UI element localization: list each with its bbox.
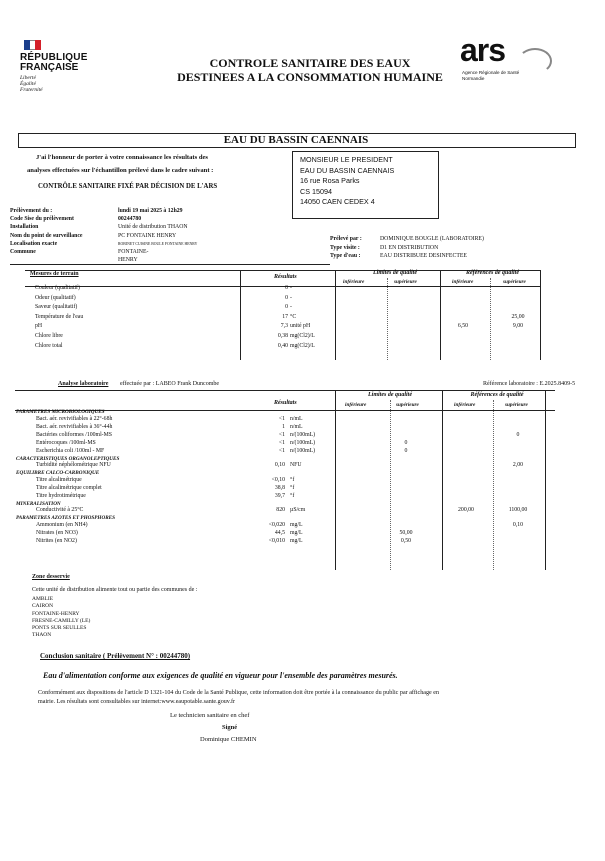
limit-upper: 0	[404, 439, 408, 446]
signature-role: Le technicien sanitaire en chef	[170, 712, 250, 719]
banner-title: EAU DU BASSIN CAENNAIS	[223, 134, 369, 146]
address-block	[300, 155, 394, 208]
param-name: Nitrates (en NO3)	[36, 529, 78, 536]
limit-upper: 50,00	[399, 529, 413, 536]
ars-wordmark: ars	[460, 32, 506, 68]
param-result: 38,8	[274, 484, 285, 491]
zone-intro: Cette unité de distribution alimente tout ou partie des communes de :	[32, 587, 198, 593]
commune-item: PONTS SUR SEULLES	[32, 625, 87, 632]
param-unit: mg/L	[290, 537, 303, 544]
title-line2: DESTINEES A LA CONSOMMATION HUMAINE	[177, 70, 443, 84]
table-row	[0, 537, 605, 546]
table-row	[0, 303, 605, 312]
ars-swoosh-icon	[518, 48, 552, 74]
param-name: Bact. aér. revivifiables à 36°-44h	[36, 423, 113, 430]
param-unit: µS/cm	[290, 507, 306, 513]
param-result: 0	[285, 285, 288, 291]
info-underline	[10, 264, 330, 265]
param-unit: NFU	[290, 462, 302, 468]
info-label: Commune	[10, 248, 36, 255]
table-row	[0, 322, 605, 331]
info-label: Type d'eau :	[330, 253, 361, 260]
lab-limits-lower: inférieure	[345, 402, 367, 408]
param-unit: n/mL	[290, 423, 303, 430]
param-result: 0,40	[277, 342, 288, 349]
param-unit: -	[290, 294, 292, 301]
address-line: MONSIEUR LE PRESIDENT	[300, 155, 393, 164]
table-row	[0, 294, 605, 303]
field-section-title: Mesures de terrain	[30, 271, 79, 277]
info-value: FONTAINE-HENRY	[118, 248, 149, 264]
param-result: <0,020	[268, 521, 285, 528]
motto-2: Égalité	[20, 81, 36, 87]
group-title: PARAMETRES AZOTES ET PHOSPHORES	[16, 515, 116, 521]
lab-results-header: Résultats	[274, 400, 297, 406]
info-value: PC FONTAINE HENRY	[118, 232, 177, 239]
group-title: MINERALISATION	[16, 500, 61, 507]
param-result: 0,38	[277, 333, 288, 339]
param-result: <0,10	[271, 476, 285, 483]
ars-caption-1: Agence Régionale de Santé	[462, 70, 520, 75]
param-unit: mg(Cl2)/L	[290, 342, 315, 349]
param-name: Bact. aér. revivifiables à 22°-68h	[36, 415, 113, 422]
param-result: <0,010	[268, 537, 285, 544]
commune-item: FRESNE-CAMILLY (LE)	[32, 617, 91, 624]
param-name: Couleur (qualitatif)	[35, 285, 80, 291]
param-name: Nitrites (en NO2)	[36, 537, 77, 544]
title-line1: CONTROLE SANITAIRE DES EAUX	[209, 56, 411, 70]
param-result: <1	[278, 439, 285, 446]
sample-right	[330, 235, 484, 261]
signature-name: Dominique CHEMIN	[200, 736, 257, 743]
zone-title: Zone desservie	[32, 574, 70, 580]
param-unit: n/mL	[290, 415, 303, 422]
address-line: EAU DU BASSIN CAENNAIS	[300, 165, 395, 175]
info-label: Prélèvement du :	[10, 208, 53, 214]
param-result: 39,7	[274, 492, 285, 499]
lab-refs-upper: supérieure	[505, 402, 528, 408]
param-name: Chlore total	[35, 342, 63, 349]
info-label: Installation	[10, 224, 39, 231]
param-name: Escherichia coli /100ml - MF	[36, 447, 105, 454]
signature-signed: Signé	[222, 724, 238, 731]
info-value: lundi 19 mai 2025 à 12h29	[118, 208, 183, 214]
rf-logo	[20, 40, 110, 110]
lab-by: effectuée par : LABEO Frank Duncombe	[120, 381, 220, 387]
param-unit: °f	[290, 492, 295, 499]
param-result: 0,10	[274, 462, 285, 468]
ref-upper: 0	[516, 431, 520, 438]
rf-line1: RÉPUBLIQUE	[20, 52, 88, 63]
commune-item: CAIRON	[32, 603, 54, 610]
motto-3: Fraternité	[20, 87, 43, 93]
rf-line2: FRANÇAISE	[20, 62, 79, 73]
marianne-emblem	[24, 40, 40, 50]
param-name: Entérocoques /100ml-MS	[36, 439, 96, 446]
decision-line: CONTRÔLE SANITAIRE FIXÉ PAR DÉCISION DE L'ARS	[38, 183, 218, 190]
refs-lower-header: inférieure	[452, 279, 474, 285]
lab-refs-lower: inférieure	[454, 402, 476, 408]
motto-1: Liberté	[20, 75, 36, 81]
table-row	[0, 447, 605, 456]
address-line: 16 rue Rosa Parks	[300, 176, 360, 185]
info-label: Prélevé par :	[330, 236, 362, 242]
limits-lower-header: inférieure	[343, 279, 365, 285]
info-value: D1 EN DISTRIBUTION	[380, 244, 439, 251]
param-unit: n/(100mL)	[290, 431, 316, 438]
results-header: Résultats	[274, 274, 297, 280]
table-row	[0, 332, 605, 341]
param-name: Titre alcalimétrique	[36, 476, 82, 483]
limits-upper-header: supérieure	[394, 279, 417, 285]
ref-upper: 0,10	[512, 521, 524, 528]
limits-header: Limites de qualité	[373, 270, 417, 276]
lab-section-title: Analyse laboratoire	[58, 381, 109, 387]
table-row	[0, 506, 605, 515]
ars-caption-2: Normandie	[462, 76, 485, 81]
ars-logo	[460, 32, 570, 98]
param-name: Bactéries coliformes /100ml-MS	[36, 431, 112, 438]
param-unit: unité pH	[290, 323, 311, 330]
info-label: Type visite :	[330, 244, 360, 251]
ref-upper: 25,00	[511, 313, 525, 320]
info-value: DOMINIQUE BOUGLE (LABORATOIRE)	[380, 236, 484, 242]
param-unit: mg(Cl2)/L	[290, 333, 315, 339]
param-name: Titre hydrotimétrique	[36, 492, 86, 499]
param-unit: mg/L	[290, 521, 303, 528]
param-result: 44,5	[274, 529, 285, 536]
param-unit: °C	[290, 313, 297, 320]
param-name: Titre alcalimétrique complet	[36, 484, 102, 491]
ref-upper: 1100,00	[508, 507, 528, 513]
address-line: CS 15094	[300, 186, 332, 196]
info-label: Localisation exacte	[10, 240, 58, 247]
ref-lower: 6,50	[457, 323, 469, 330]
param-result: 0	[285, 294, 288, 301]
param-name: Turbidité néphélométrique NFU	[36, 462, 111, 468]
table-row	[0, 342, 605, 351]
commune-item: FONTAINE-HENRY	[32, 610, 80, 617]
lab-ref: Référence laboratoire : E.2025.8409-5	[483, 381, 576, 387]
commune-item: AMBLIE	[32, 596, 54, 602]
info-label: Code Sise du prélèvement	[10, 216, 74, 223]
param-result: <1	[278, 415, 285, 422]
param-name: Chlore libre	[35, 333, 63, 339]
param-unit: °f	[290, 476, 295, 483]
param-name: Saveur (qualitatif)	[35, 304, 78, 311]
legal-line2: mairie. Les résultats sont consultables sur internet:www.eaupotable.sante.gouv.fr	[38, 699, 236, 705]
param-name: Température de l'eau	[35, 313, 84, 320]
lab-top-rule	[15, 390, 555, 391]
param-name: pH	[35, 323, 43, 330]
info-value: EAU DISTRIBUEE DESINFECTEE	[380, 253, 467, 260]
info-value: Unité de distribution THAON	[118, 224, 188, 231]
table-row	[0, 492, 605, 501]
table-row	[0, 284, 605, 293]
param-unit: °f	[290, 484, 295, 491]
intro-line2: analyses effectuées sur l'échantillon prélevé dans le cadre suivant :	[27, 167, 214, 174]
conclusion-statement: Eau d'alimentation conforme aux exigences de qualité en vigueur pour l'ensemble des paramètres mesurés.	[43, 671, 398, 680]
limit-upper: 0	[404, 447, 408, 454]
limit-upper: 0,50	[400, 537, 412, 544]
param-result: 7,3	[280, 323, 288, 330]
param-unit: mg/L	[290, 529, 303, 536]
param-result: 820	[276, 507, 285, 513]
zone-communes	[32, 596, 90, 640]
param-unit: -	[290, 285, 292, 291]
param-result: <1	[278, 431, 285, 438]
param-unit: -	[290, 304, 292, 311]
refs-header: Références de qualité	[466, 270, 519, 276]
param-name: Ammonium (en NH4)	[36, 521, 88, 528]
param-result: 0	[285, 304, 288, 311]
table-row	[0, 313, 605, 322]
lab-refs-header: Références de qualité	[470, 392, 524, 398]
ref-upper: 2,00	[512, 462, 524, 468]
param-unit: n/(100mL)	[290, 439, 316, 446]
param-name: Conductivité à 25°C	[36, 507, 84, 513]
conclusion-title: Conclusion sanitaire ( Prélèvement N° : 00244780)	[40, 652, 191, 660]
param-name: Odeur (qualitatif)	[35, 294, 76, 301]
info-label: Nom du point de surveillance	[10, 232, 83, 239]
param-unit: n/(100mL)	[290, 447, 316, 454]
intro-line1: J'ai l'honneur de porter à votre connaissance les résultats des	[36, 154, 208, 161]
commune-item: THAON	[32, 632, 52, 639]
param-result: <1	[278, 447, 285, 454]
refs-upper-header: supérieure	[503, 279, 526, 285]
lab-limits-upper: supérieure	[396, 402, 419, 408]
info-value: 00244780	[118, 216, 142, 223]
ref-upper: 9,00	[512, 323, 524, 330]
group-title: PARAMETRES MICROBIOLOGIQUES	[16, 409, 105, 415]
ref-lower: 200,00	[458, 507, 474, 513]
address-line: 14050 CAEN CEDEX 4	[300, 197, 375, 206]
legal-line1: Conformément aux dispositions de l'article D 1321-104 du Code de la Santé Publique, cette information doit être portée à la connaissance du public par affichage en	[38, 690, 440, 696]
sample-info	[10, 207, 198, 264]
info-value: ROBINET CUISINE BOULE FONTAINE HENRY	[118, 241, 198, 246]
param-result: 1	[282, 423, 285, 430]
param-result: 17	[282, 313, 288, 320]
group-title: EQUILIBRE CALCO-CARBONIQUE	[16, 470, 100, 476]
table-row	[0, 461, 605, 470]
group-title: CARACTERISTIQUES ORGANOLEPTIQUES	[16, 455, 120, 462]
lab-limits-header: Limites de qualité	[368, 392, 412, 398]
